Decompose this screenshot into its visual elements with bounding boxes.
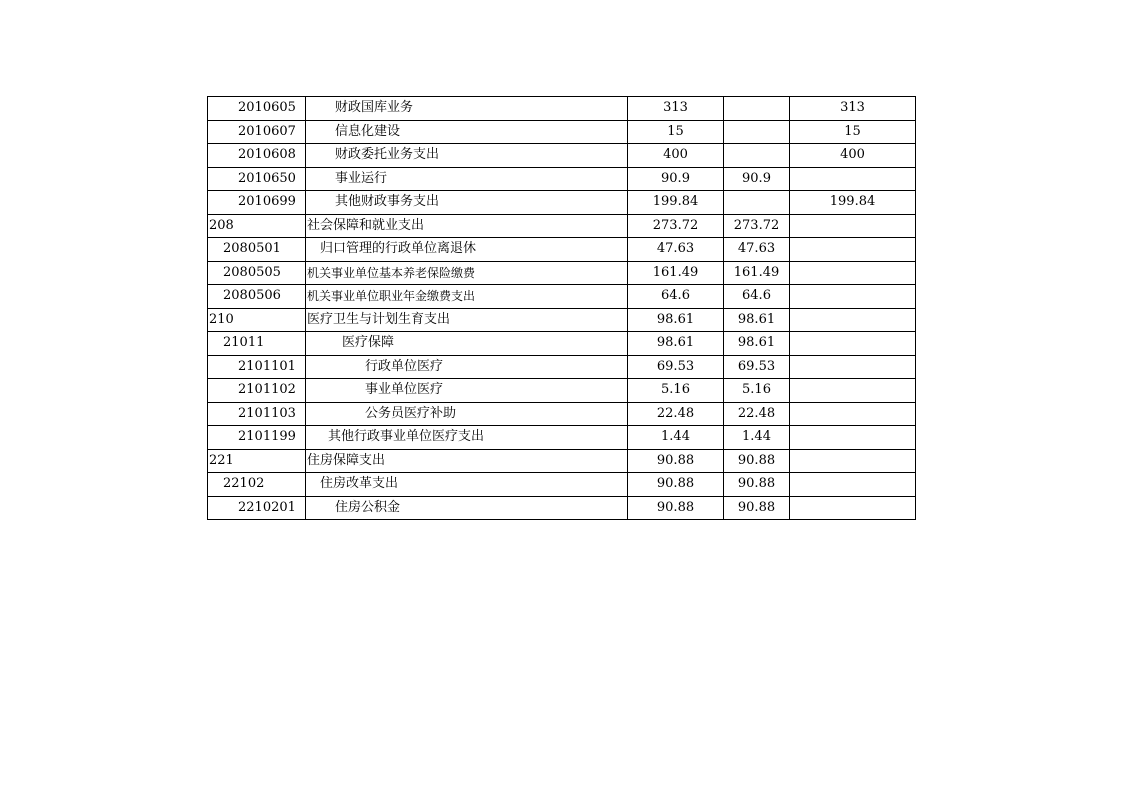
row-basic: 47.63 (724, 238, 790, 262)
row-name: 事业运行 (306, 167, 628, 191)
row-basic: 90.88 (724, 496, 790, 520)
row-basic: 161.49 (724, 261, 790, 285)
row-code: 2010607 (208, 120, 306, 144)
budget-table (207, 96, 916, 520)
row-basic (724, 97, 790, 121)
row-total: 400 (628, 144, 724, 168)
table-row (208, 238, 916, 262)
row-total: 69.53 (628, 355, 724, 379)
row-total: 1.44 (628, 426, 724, 450)
row-project (790, 285, 916, 309)
row-total: 90.88 (628, 449, 724, 473)
table-row (208, 97, 916, 121)
row-code: 2101101 (208, 355, 306, 379)
row-code: 2080501 (208, 238, 306, 262)
table-row (208, 214, 916, 238)
table-row (208, 144, 916, 168)
row-name: 其他财政事务支出 (306, 191, 628, 215)
row-code: 2010608 (208, 144, 306, 168)
row-project (790, 167, 916, 191)
row-basic: 90.88 (724, 473, 790, 497)
row-project (790, 238, 916, 262)
row-project (790, 332, 916, 356)
row-project (790, 214, 916, 238)
row-code: 21011 (208, 332, 306, 356)
table-row (208, 496, 916, 520)
row-total: 273.72 (628, 214, 724, 238)
row-total: 161.49 (628, 261, 724, 285)
row-code: 2210201 (208, 496, 306, 520)
row-name: 机关事业单位职业年金缴费支出 (306, 285, 628, 309)
row-basic (724, 120, 790, 144)
row-total: 90.88 (628, 473, 724, 497)
table-row (208, 426, 916, 450)
row-code: 221 (208, 449, 306, 473)
row-name: 公务员医疗补助 (306, 402, 628, 426)
row-total: 199.84 (628, 191, 724, 215)
row-name: 事业单位医疗 (306, 379, 628, 403)
row-basic: 90.9 (724, 167, 790, 191)
row-total: 5.16 (628, 379, 724, 403)
table-row (208, 191, 916, 215)
row-total: 47.63 (628, 238, 724, 262)
row-name: 机关事业单位基本养老保险缴费 (306, 261, 628, 285)
row-code: 22102 (208, 473, 306, 497)
row-project (790, 449, 916, 473)
row-project (790, 355, 916, 379)
row-name: 社会保障和就业支出 (306, 214, 628, 238)
row-name: 医疗保障 (306, 332, 628, 356)
row-basic: 98.61 (724, 332, 790, 356)
row-project (790, 261, 916, 285)
row-code: 2101199 (208, 426, 306, 450)
row-total: 90.88 (628, 496, 724, 520)
row-name: 财政国库业务 (306, 97, 628, 121)
table-row (208, 355, 916, 379)
row-code: 2010650 (208, 167, 306, 191)
row-total: 90.9 (628, 167, 724, 191)
table-row (208, 120, 916, 144)
row-code: 2101102 (208, 379, 306, 403)
row-project: 199.84 (790, 191, 916, 215)
table-row (208, 449, 916, 473)
row-code: 2010605 (208, 97, 306, 121)
row-total: 15 (628, 120, 724, 144)
row-project: 15 (790, 120, 916, 144)
row-name: 行政单位医疗 (306, 355, 628, 379)
row-name: 住房保障支出 (306, 449, 628, 473)
row-name: 信息化建设 (306, 120, 628, 144)
row-total: 22.48 (628, 402, 724, 426)
table-row (208, 473, 916, 497)
row-total: 313 (628, 97, 724, 121)
table-row (208, 308, 916, 332)
row-project: 313 (790, 97, 916, 121)
table-row (208, 261, 916, 285)
row-code: 2010699 (208, 191, 306, 215)
row-name: 住房公积金 (306, 496, 628, 520)
row-name: 财政委托业务支出 (306, 144, 628, 168)
row-name: 住房改革支出 (306, 473, 628, 497)
row-basic: 273.72 (724, 214, 790, 238)
row-name: 归口管理的行政单位离退休 (306, 238, 628, 262)
row-total: 98.61 (628, 308, 724, 332)
table-row (208, 285, 916, 309)
row-project (790, 426, 916, 450)
row-basic: 69.53 (724, 355, 790, 379)
row-code: 208 (208, 214, 306, 238)
row-total: 98.61 (628, 332, 724, 356)
row-basic: 5.16 (724, 379, 790, 403)
table-row (208, 402, 916, 426)
row-project: 400 (790, 144, 916, 168)
row-name: 医疗卫生与计划生育支出 (306, 308, 628, 332)
row-project (790, 379, 916, 403)
row-basic: 98.61 (724, 308, 790, 332)
row-basic: 22.48 (724, 402, 790, 426)
table-row (208, 379, 916, 403)
row-basic (724, 144, 790, 168)
row-code: 2101103 (208, 402, 306, 426)
row-code: 2080506 (208, 285, 306, 309)
row-basic: 64.6 (724, 285, 790, 309)
row-total: 64.6 (628, 285, 724, 309)
row-basic: 90.88 (724, 449, 790, 473)
table-row (208, 167, 916, 191)
row-name: 其他行政事业单位医疗支出 (306, 426, 628, 450)
row-project (790, 402, 916, 426)
row-code: 2080505 (208, 261, 306, 285)
row-project (790, 473, 916, 497)
row-code: 210 (208, 308, 306, 332)
row-basic: 1.44 (724, 426, 790, 450)
row-project (790, 496, 916, 520)
row-project (790, 308, 916, 332)
table-row (208, 332, 916, 356)
row-basic (724, 191, 790, 215)
